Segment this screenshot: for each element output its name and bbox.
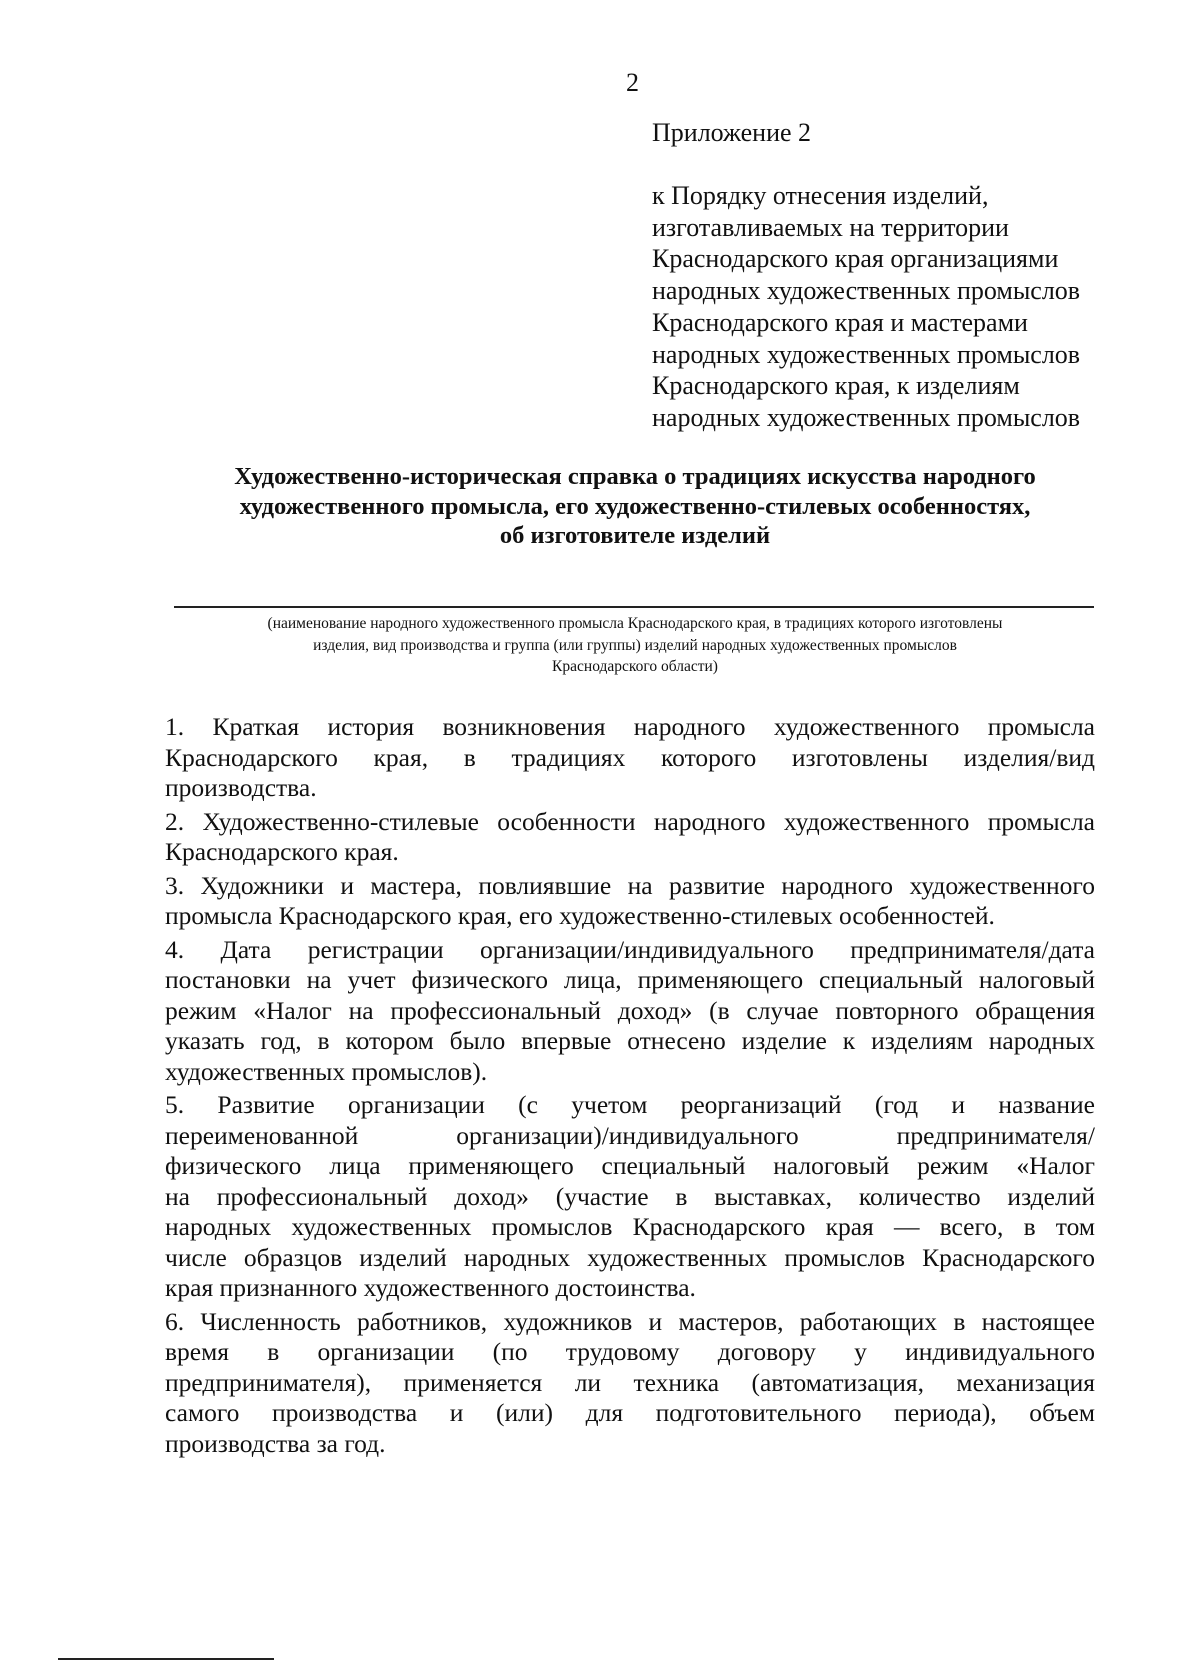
text-line: 3. Художники и мастера, повлиявшие на развитие народного художественного [165,870,1095,900]
appendix-line: Краснодарского края организациями [652,244,1059,274]
list-item-1 [165,712,1095,804]
caption-line: изделия, вид производства и группа (или группы) изделий народных художественных промыслов [313,636,957,654]
text-line: Краснодарского края. [165,837,399,866]
text-line: 1. Краткая история возникновения народного художественного промысла [165,712,1095,741]
fill-in-line [174,606,1094,608]
caption-line: (наименование народного художественного промысла Краснодарского края, в традициях которого изготовлены [267,615,1003,632]
appendix-line: Краснодарского края и мастерами [652,307,1028,337]
list-item-4 [165,935,1095,1088]
text-line: физического лица применяющего специальный налоговый режим «Налог [165,1151,1095,1180]
appendix-line: народных художественных промыслов [652,276,1081,306]
text-line: художественных промыслов). [165,1056,488,1086]
document-body [165,712,1095,1459]
text-line: Краснодарского края, в традициях которого изготовлены изделия/вид [165,742,1095,772]
text-line: производства. [165,773,317,802]
document-heading [165,462,1105,551]
appendix-line: народных художественных промыслов [652,339,1081,369]
caption-line: Краснодарского области) [552,658,718,675]
appendix-line: изготавливаемых на территории [652,212,1009,242]
text-line: 6. Численность работников, художников и мастеров, работающих в настоящее [165,1306,1095,1336]
text-line: самого производства и (или) для подготовительного периода), объем [165,1398,1095,1427]
text-line: переименованной организации)/индивидуального предпринимателя/ [165,1120,1095,1150]
text-line: на профессиональный доход» (участие в выставках, количество изделий [165,1181,1095,1211]
text-line: указать год, в котором было впервые отнесено изделие к изделиям народных [165,1026,1095,1055]
appendix-line: народных художественных промыслов [652,402,1081,432]
page-number: 2 [626,68,639,97]
text-line: числе образцов изделий народных художественных промыслов Краснодарского [165,1242,1095,1272]
text-line: народных художественных промыслов Краснодарского края — всего, в том [165,1212,1095,1241]
list-item-3 [165,871,1095,932]
text-line: 2. Художественно-стилевые особенности народного художественного промысла [165,806,1095,836]
heading-line: об изготовителе изделий [499,522,771,549]
fill-in-caption [165,613,1105,678]
text-line: производства за год. [165,1428,386,1458]
text-line: края признанного художественного достоинства. [165,1273,696,1302]
text-line: промысла Краснодарского края, его художественно-стилевых особенностей. [165,901,995,930]
heading-line: художественного промысла, его художественно-стилевых особенностях, [239,492,1031,520]
appendix-reference [652,180,1122,434]
heading-line: Художественно-историческая справка о традициях искусства народного [234,463,1036,490]
text-line: предпринимателя), применяется ли техника (автоматизация, механизация [165,1367,1095,1397]
appendix-line: к Порядку отнесения изделий, [652,181,989,210]
list-item-6 [165,1307,1095,1460]
footnote-rule [58,1658,274,1660]
text-line: постановки на учет физического лица, применяющего специальный налоговый [165,965,1095,994]
list-item-2 [165,807,1095,868]
text-line: режим «Налог на профессиональный доход» (в случае повторного обращения [165,995,1095,1025]
appendix-title: Приложение 2 [652,118,812,147]
text-line: 4. Дата регистрации организации/индивидуального предпринимателя/дата [165,934,1095,964]
appendix-line: Краснодарского края, к изделиям [652,371,1020,401]
text-line: время в организации (по трудовому договору у индивидуального [165,1337,1095,1366]
list-item-5 [165,1090,1095,1304]
text-line: 5. Развитие организации (с учетом реорганизаций (год и название [165,1090,1095,1119]
